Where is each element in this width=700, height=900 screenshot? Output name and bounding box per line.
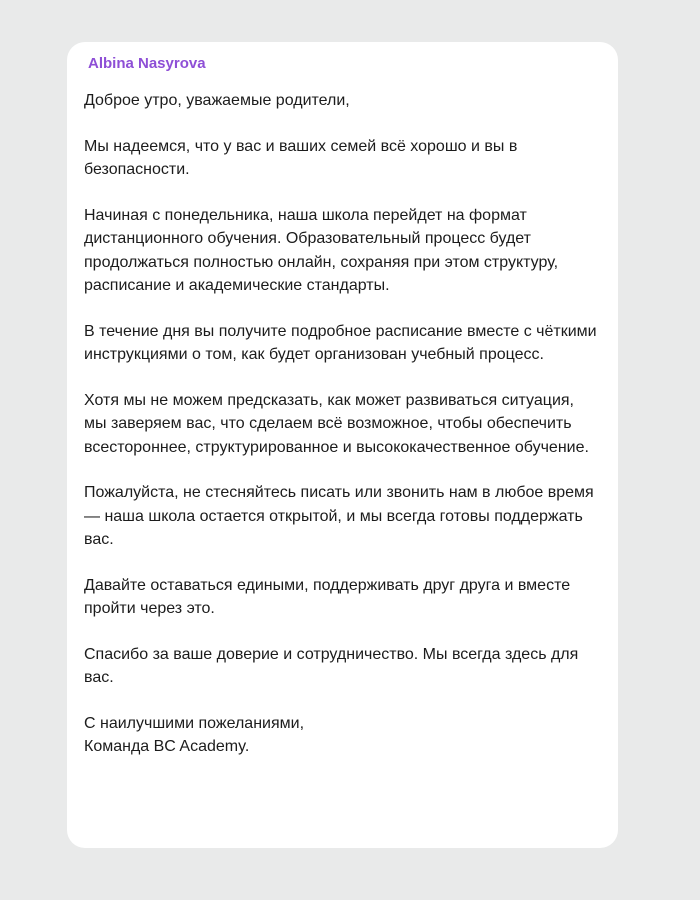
message-paragraph: Давайте оставаться едиными, поддерживать друг друга и вместе пройти через это. bbox=[84, 576, 571, 617]
message-text bbox=[84, 89, 598, 759]
signoff-signature: Команда BC Academy. bbox=[84, 738, 250, 755]
message-signoff bbox=[84, 712, 598, 759]
message-paragraph: Начиная с понедельника, наша школа перейдет на формат дистанционного обучения. Образовательный процесс будет продолжаться полностью онлайн, сохраняя при этом структуру, расписание и академические стандарты. bbox=[84, 206, 559, 294]
sender-name[interactable]: Albina Nasyrova bbox=[88, 55, 206, 72]
signoff-greeting: С наилучшими пожеланиями, bbox=[84, 714, 305, 732]
message-paragraph: Спасибо за ваше доверие и сотрудничество. Мы всегда здесь для вас. bbox=[84, 645, 579, 686]
message-paragraph: Хотя мы не можем предсказать, как может развиваться ситуация, мы заверяем вас, что сделаем всё возможное, чтобы обеспечить всестороннее, структурированное и высококачественное обучение. bbox=[84, 391, 589, 456]
message-paragraph: В течение дня вы получите подробное расписание вместе с чёткими инструкциями о том, как будет организован учебный процесс. bbox=[84, 322, 597, 363]
message-paragraph: Мы надеемся, что у вас и ваших семей всё хорошо и вы в безопасности. bbox=[84, 137, 518, 178]
message-paragraph: Пожалуйста, не стесняйтесь писать или звонить нам в любое время — наша школа остается открытой, и мы всегда готовы поддержать вас. bbox=[84, 484, 594, 548]
message-paragraph: Доброе утро, уважаемые родители, bbox=[84, 92, 350, 109]
message-bubble[interactable] bbox=[67, 42, 618, 848]
